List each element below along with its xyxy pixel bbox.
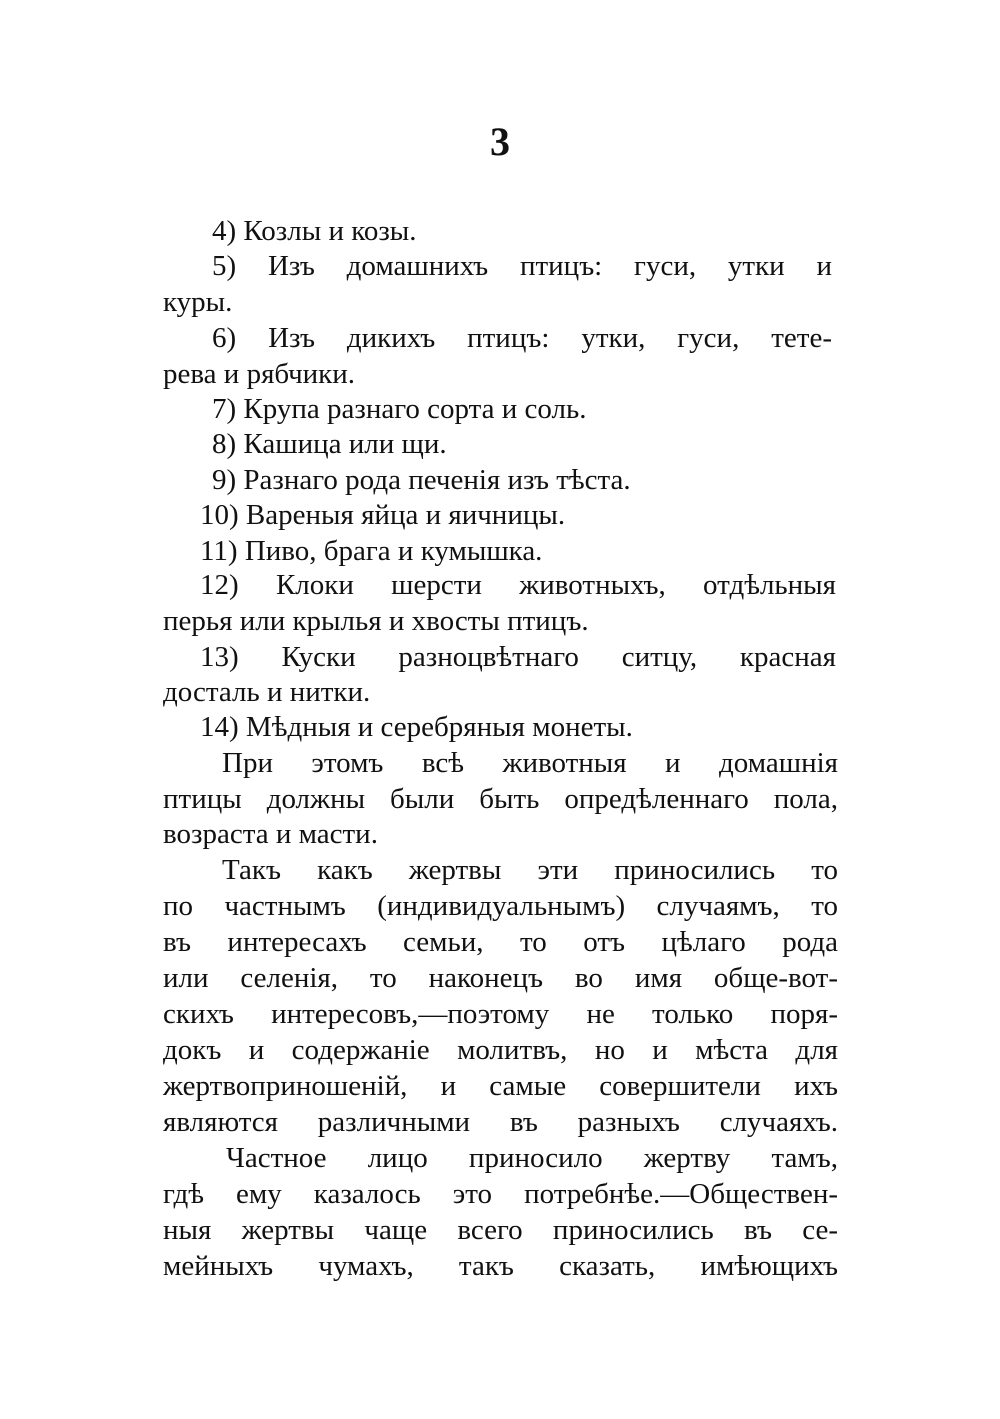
list-item-8: 8) Кашица или щи. <box>212 428 447 460</box>
list-item-7: 7) Крупа разнаго сорта и соль. <box>212 393 587 425</box>
list-item-12: 12) Клоки шерсти животныхъ, отдѣльныя <box>200 569 836 601</box>
paragraph-2-line: въ интересахъ семьи, то отъ цѣлаго рода <box>163 926 838 958</box>
list-item-9: 9) Разнаго рода печенія изъ тѣста. <box>212 464 631 496</box>
paragraph-2-line: докъ и содержаніе молитвъ, но и мѣста для <box>163 1034 838 1066</box>
paragraph-2-line: являются различными въ разныхъ случаяхъ. <box>163 1106 838 1138</box>
paragraph-1-line: возраста и масти. <box>163 818 378 850</box>
paragraph-2-line: Такъ какъ жертвы эти приносились то <box>222 854 838 886</box>
paragraph-3-line: гдѣ ему казалось это потребнѣе.—Обществен- <box>163 1178 838 1210</box>
paragraph-3-line: мейныхъ чумахъ, такъ сказать, имѣющихъ <box>163 1250 838 1282</box>
list-item-12-cont: перья или крылья и хвосты птицъ. <box>163 605 589 637</box>
paragraph-3-line: ныя жертвы чаще всего приносились въ се- <box>163 1214 838 1246</box>
list-item-6: 6) Изъ дикихъ птицъ: утки, гуси, тете- <box>212 322 832 354</box>
paragraph-2-line: по частнымъ (индивидуальнымъ) случаямъ, то <box>163 890 838 922</box>
list-item-10: 10) Вареныя яйца и яичницы. <box>200 499 566 531</box>
list-item-5: 5) Изъ домашнихъ птицъ: гуси, утки и <box>212 250 832 282</box>
list-item-13-cont: досталь и нитки. <box>163 676 371 708</box>
paragraph-2-line: жертвоприношеній, и самые совершители ихъ <box>163 1070 838 1102</box>
list-item-11: 11) Пиво, брага и кумышка. <box>200 535 543 567</box>
paragraph-1-line: птицы должны были быть опредѣленнаго пола, <box>163 783 838 815</box>
list-item-4: 4) Козлы и козы. <box>212 215 417 247</box>
list-item-5-cont: куры. <box>163 286 233 318</box>
paragraph-2-line: или селенія, то наконецъ во имя обще-вот- <box>163 962 838 994</box>
page-number: 3 <box>490 119 510 164</box>
paragraph-3-line: Частное лицо приносило жертву тамъ, <box>226 1142 838 1174</box>
list-item-14: 14) Мѣдныя и серебряныя монеты. <box>200 711 633 743</box>
list-item-13: 13) Куски разноцвѣтнаго ситцу, красная <box>200 641 836 673</box>
list-item-6-cont: рева и рябчики. <box>163 358 356 390</box>
paragraph-1-line: При этомъ всѣ животныя и домашнія <box>222 747 838 779</box>
paragraph-2-line: скихъ интересовъ,—поэтому не только поря- <box>163 998 838 1030</box>
